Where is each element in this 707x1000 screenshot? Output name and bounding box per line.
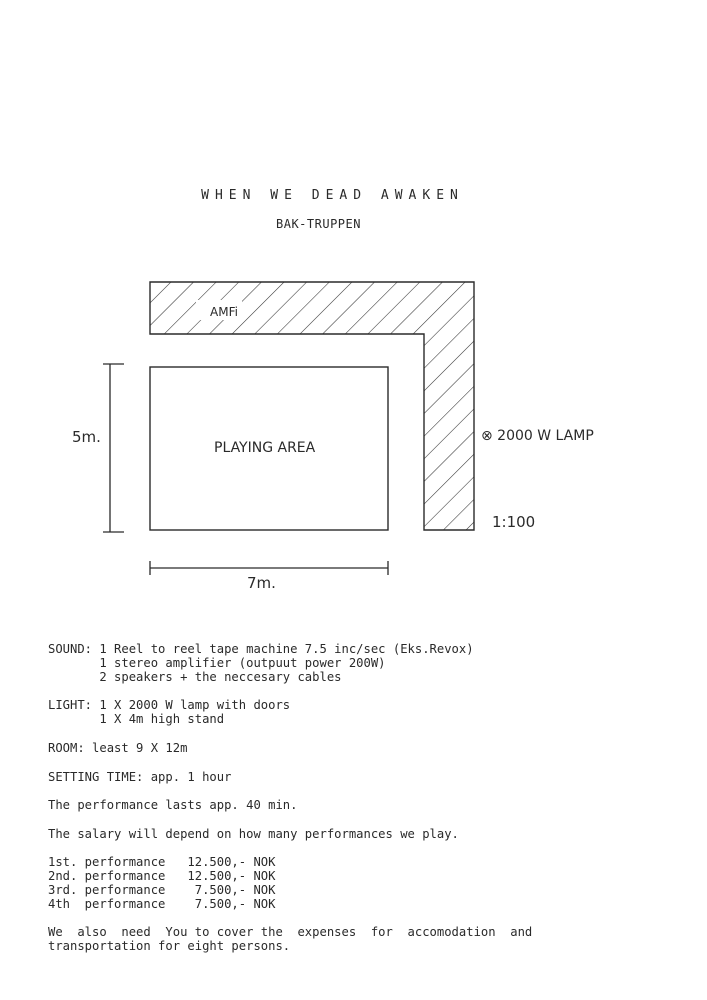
height-dimension <box>103 364 124 532</box>
fee-list <box>48 855 275 911</box>
closing-line: We also need You to cover the expenses for accomodation and <box>48 925 533 939</box>
closing-note <box>48 925 532 953</box>
sound-line: SOUND: 1 Reel to reel tape machine 7.5 inc/sec (Eks.Revox) <box>48 642 474 656</box>
closing-line: transportation for eight persons. <box>48 939 291 953</box>
scale-label: 1:100 <box>492 513 536 531</box>
document-title: WHEN WE DEAD AWAKEN <box>201 188 464 203</box>
setting-time: SETTING TIME: app. 1 hour <box>48 770 232 784</box>
fee-row: 4th performance 7.500,- NOK <box>48 897 276 911</box>
sound-line: 2 speakers + the neccesary cables <box>48 670 342 684</box>
fee-row: 3rd. performance 7.500,- NOK <box>48 883 276 897</box>
width-dimension <box>150 561 388 575</box>
salary-note: The salary will depend on how many performances we play. <box>48 827 459 841</box>
lamp-label: ⊗ 2000 W LAMP <box>481 428 594 444</box>
performance-duration: The performance lasts app. 40 min. <box>48 798 298 812</box>
company-name: BAK-TRUPPEN <box>276 217 361 231</box>
room-requirement: ROOM: least 9 X 12m <box>48 741 188 755</box>
light-requirements <box>48 698 290 726</box>
height-label: 5m. <box>72 428 101 446</box>
sound-line: 1 stereo amplifier (outpuut power 200W) <box>48 656 386 670</box>
fee-row: 2nd. performance 12.500,- NOK <box>48 869 276 883</box>
sound-requirements <box>48 642 474 684</box>
fee-row: 1st. performance 12.500,- NOK <box>48 855 276 869</box>
amfi-label: AMFi <box>210 305 238 319</box>
light-line: 1 X 4m high stand <box>48 712 225 726</box>
light-line: LIGHT: 1 X 2000 W lamp with doors <box>48 698 291 712</box>
playing-area-label: PLAYING AREA <box>214 440 316 456</box>
width-label: 7m. <box>247 574 276 592</box>
